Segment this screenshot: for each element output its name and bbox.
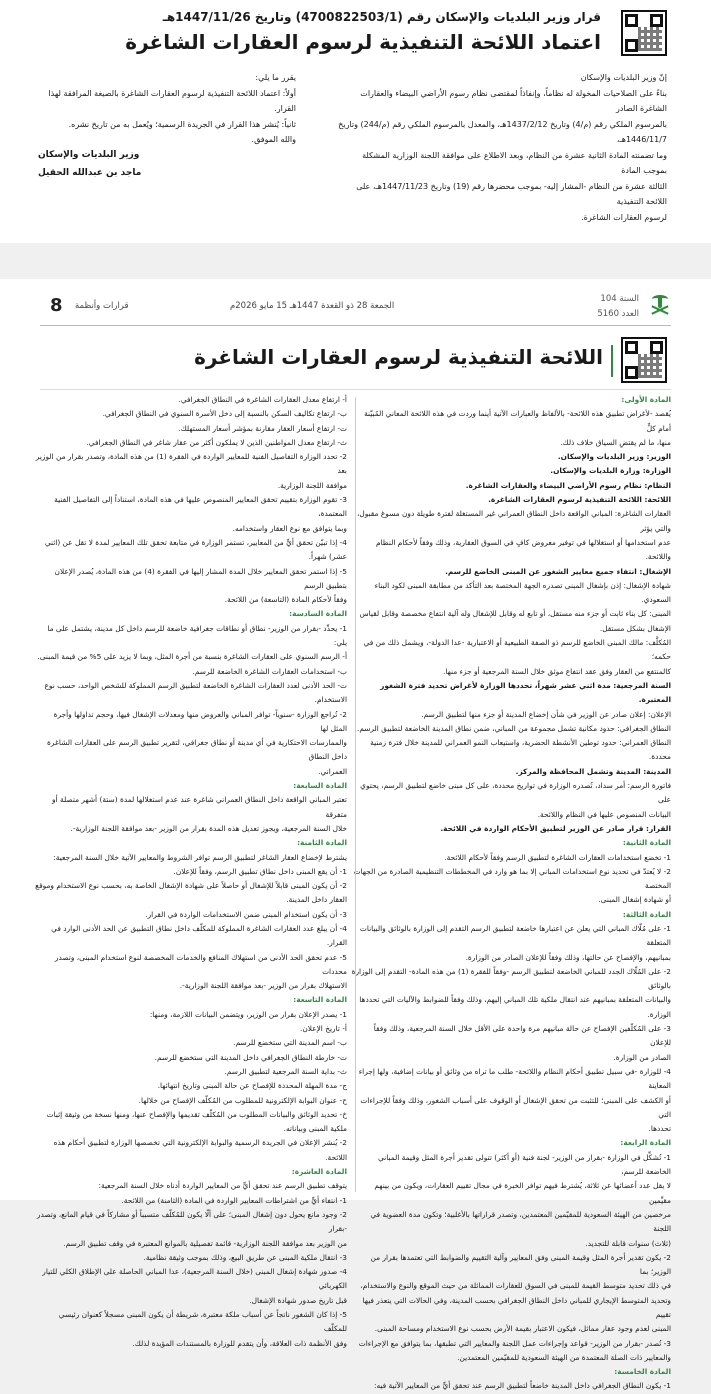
decision-page: [0, 0, 711, 243]
text-line: 4- للوزارة -في سبيل تطبيق أحكام النظام واللائحة- طلب ما تراه من وثائق أو بيانات إضافية، ولها إجراء المعاينة: [358, 1066, 671, 1091]
text-line: النطاق الجغرافي: حدود مكانية تشمل مجموعة من المباني، ضمن نطاق المدينة الخاضعة لتطبيق الرسم.: [356, 723, 671, 733]
text-line: الإشغال بشكل مستقل.: [599, 623, 671, 633]
text-line: من الوزير بعد موافقة اللجنة الوزارية- قائمة تفصيلية بالموانع المعتبرة في وقف تطبيق الرسم.: [63, 1238, 347, 1248]
text-line: أ- ارتفاع معدل العقارات الشاغرة في النطاق الجغرافي.: [178, 395, 347, 404]
text-line: النطاق العمراني: حدود توطين الأنشطة الحضرية، واستيعاب النمو العمراني للمدينة خلال فترة زمنية: [370, 738, 671, 748]
text-line: في ذلك تحديد متوسط القيمة للمبنى في السوق للعقارات المماثلة من حيث الموقع والنوع والاستخدام،: [360, 1281, 671, 1291]
text-line: 3- انتقال ملكية المبنى عن طريق البيع، وذلك بموجب وثيقة نظامية.: [143, 1252, 347, 1262]
text-line: يشترط لإخضاع العقار الشاغر لتطبيق الرسم توافر الشروط والمعايير الآتية خلال السنة المرجعية:: [53, 852, 347, 862]
regulation-page: [0, 279, 711, 1391]
text-line: 2- وجود مانع يحول دون إشغال المبنى؛ على ألّا يكون للمُكلّف متسبباً أو مشاركاً في قيام المانع، وتصدر -بقرار: [36, 1209, 347, 1234]
section-label: قرارات وأنظمة: [75, 301, 129, 311]
text-line: وما تضمنته المادة الثانية عشرة من النظام، وبعد الاطلاع على موافقة اللجنة الوزارية المشكلة بموجب المادة: [362, 150, 667, 175]
text-line: منها، ما لم يقتضِ السياق خلاف ذلك.: [560, 437, 671, 447]
text-line: البيانات المنصوص عليها في النظام واللائحة.: [537, 809, 671, 819]
text-line: ح- عنوان البوابة الإلكترونية للمطلوب من المُكلّف الإفصاح من خلالها.: [138, 1095, 347, 1105]
text-line: 2- على المُلّاك الجدد للمباني الخاضعة لتطبيق الرسم -وفقاً للفقرة (1) من هذه المادة- التقدم إلى الوزارة بالوثائق: [351, 966, 671, 991]
text-line: الاستهلاك بقرار من الوزير -بعد موافقة اللجنة الوزارية-.: [179, 981, 347, 991]
text-line: أو شهادة إشغال المبنى.: [598, 895, 671, 905]
article-heading: المادة السابعة:: [293, 781, 347, 791]
text-line: والمعايير ذات الصلة المعتمدة من الهيئة السعودية للمقيّمين المعتمدين.: [457, 1352, 671, 1362]
article-heading: المادة الرابعة:: [620, 1138, 671, 1148]
text-line: يقرر ما يلي:: [255, 73, 296, 82]
text-line: أولاً: اعتماد اللائحة التنفيذية لرسوم العقارات الشاغرة بالصيغة المرافقة لهذا القرار.: [48, 88, 296, 113]
text-line: الاستخدام.: [314, 695, 347, 705]
text-line: إنّ وزير البلديات والإسكان: [580, 73, 667, 82]
text-line: المبنى لعدم وجود عقار مماثل، فيكون الاعتبار بقيمة الأرض بحسب نوع الاستخدام ومساحة المبنى.: [374, 1324, 671, 1334]
text-line: كالمنتفع من العقار وفق عقد انتفاع موثق خلال السنة المرجعية أو جزء منها.: [442, 666, 671, 676]
text-line: وبما يتوافق مع نوع العقار واستخدامه.: [232, 523, 347, 533]
text-line: الإعلان: إعلان صادر عن الوزير في شأن إخضاع المدينة أو جزء منها لتطبيق الرسم.: [421, 709, 671, 719]
text-line: بالمرسوم الملكي رقم (م/4) وتاريخ 1437/2/12هـ، والمعدل بالمرسوم الملكي رقم (م/244) وتاريخ 1446/11/7هـ،: [338, 119, 667, 144]
text-line: 4- صدور شهادة إشغال المبنى (خلال السنة المرجعية)، عدا المباني الحاصلة على الإطلاق الكلي للتيار الكهربائي: [42, 1267, 347, 1291]
text-line: ملكية المبنى وبياناته.: [283, 1124, 347, 1134]
article-heading: المادة الثانية:: [622, 838, 671, 848]
page-number: 8: [50, 295, 63, 316]
text-line: يتوقف تطبيق الرسم عند تحقق أيٍّ من المعايير الواردة أدناه خلال السنة المرجعية:: [98, 1181, 347, 1191]
text-line: 3- على المُكلّفين الإفصاح عن حالة مبانيهم مرة واحدة على الأقل خلال السنة المرجعية، وذلك وفقاً للإعلان: [373, 1024, 671, 1048]
text-line: الصادر من الوزارة.: [613, 1052, 671, 1062]
decree-line: قرار وزير البلديات والإسكان رقم (4700822503/1) وتاريخ 1447/11/26هـ: [162, 10, 601, 24]
text-line: ثانياً: يُنشر هذا القرار في الجريدة الرسمية؛ ويُعمل به من تاريخ نشره.: [68, 119, 296, 129]
text-line: وتحديد المتوسط الإيجاري للمباني داخل النطاق الجغرافي بحسب المدينة، وفي الحالات التي يتعذر فيها تقييم: [362, 1295, 671, 1319]
text-line: السنة المرجعية: مدة اثني عشر شهراً، تحددها الوزارة لأغراض تحديد فترة الشغور المعتبرة.: [380, 680, 671, 705]
regulation-title: اللائحة التنفيذية لرسوم العقارات الشاغرة: [194, 345, 603, 369]
preamble-column: [337, 70, 667, 225]
text-line: الثالثة عشرة من النظام -المشار إليه- بموجب محضرها رقم (19) وتاريخ 1447/11/23هـ، على اللائحة التنفيذية: [356, 181, 667, 206]
text-line: فاتورة الرسم: أمر سداد، تُصدره الوزارة في تواريخ محددة، على كل مبنى خاضع لتطبيق الرسم، يحتوي على: [360, 781, 671, 805]
text-line: ث- ارتفاع معدل المواطنين الذين لا يملكون أكثر من عقار شاغر في النطاق الجغرافي.: [86, 437, 347, 447]
text-line: ب- اسم المدينة التي ستخضع للرسم.: [233, 1038, 347, 1048]
text-line: أ- الرسم السنوي على العقارات الشاغرة بنسبة من أجرة المثل، وبما لا يزيد على 5% من قيمة المبنى.: [37, 652, 347, 662]
text-line: والله الموفق.: [251, 135, 296, 144]
text-line: 3- أن يكون استخدام المبنى ضمن الاستخدامات الواردة في القرار.: [145, 909, 347, 919]
text-line: 1- انتفاء أيٍّ من اشتراطات المعايير الواردة في المادة (الثامنة) من اللائحة.: [121, 1195, 347, 1205]
qr-code-icon: [621, 337, 667, 383]
signature-title: وزير البلديات والإسكان: [38, 150, 140, 160]
decision-column: [34, 70, 296, 148]
text-line: 1- يصدر الإعلان بقرار من الوزير، ويتضمن البيانات اللازمة، ومنها:: [149, 1009, 347, 1019]
text-line: الوزير: وزير البلديات والإسكان.: [557, 452, 671, 462]
text-line: 3- تُصدر -بقرار من الوزير- قواعد وإجراءات عمل اللجنة والمعايير التي تطبقها، بما يتوافق مع الإجراءات: [358, 1338, 671, 1348]
text-line: 2- يُنشر الإعلان في الجريدة الرسمية والبوابة الإلكترونية التي تخصصها الوزارة لتطبيق أحكام هذه اللائحة.: [53, 1138, 347, 1162]
column-divider: [355, 397, 356, 1192]
text-line: 1- أن يقع المبنى داخل نطاق تطبيق الرسم، وفقاً للإعلان.: [173, 866, 347, 876]
text-line: مرخصين من الهيئة السعودية للمقيّمين المعتمدين، وتصدر قراراتها بالأغلبية؛ وتكون مدة العضوية في اللجنة: [370, 1209, 671, 1234]
text-line: أ- تاريخ الإعلان.: [300, 1024, 347, 1034]
issue-date: الجمعة 28 ذو القعدة 1447هـ 15 مايو 2026م: [230, 301, 395, 311]
text-line: تحددها.: [648, 1124, 671, 1134]
text-line: ج- مدة المهلة المحددة للإفصاح عن حالة المبنى وتاريخ انتهائها.: [157, 1081, 347, 1091]
text-line: المُكلَّف: مالك المبنى الخاضع للرسم ذو الصفة الطبيعية أو الاعتبارية -عدا الدولة-، ويشمل ذلك من في حكمه؛: [363, 638, 671, 662]
text-line: قبل تاريخ صدور شهادة الإشغال.: [249, 1295, 347, 1305]
text-line: 5- عدم تحقق الحد الأدنى من استهلاك المنافع والخدمات المخصصة لنوع استخدام المبنى، وتصدر محددات: [54, 952, 347, 976]
text-line: العقارات الشاغرة: المباني الواقعة داخل النطاق العمراني غير المستغلة لفترة طويلة دون مسوغ مقبول، والتي يؤثر: [357, 509, 671, 533]
text-line: ب- ارتفاع تكاليف السكن بالنسبة إلى دخل الأسرة السنوي في النطاق الجغرافي.: [102, 409, 347, 419]
text-line: ب- استخدامات العقارات الشاغرة الخاضعة للرسم.: [192, 666, 347, 676]
header-divider: [40, 325, 671, 326]
text-line: النظام: نظام رسوم الأراضي البيضاء والعقارات الشاغرة.: [465, 480, 671, 490]
qr-code-icon: [621, 10, 667, 56]
text-line: 2- أن يكون المبنى قابلاً للإشغال أو حاصلاً على شهادة الإشغال الخاصة به، بحسب نوع الاستخدام وموقع: [35, 881, 347, 891]
text-line: 5- إذا كان الشغور ناتجاً عن أسباب ملكة معتبرة، شريطة أن يكون المبنى مسجلاً كعنوان رئيسي للمكلّف: [58, 1310, 347, 1334]
text-line: أو الكشف على المبنى؛ للتثبت من تحقق الإشغال أو الوقوف على أسباب الشغور، وذلك وفقاً للإجراءات التي: [360, 1095, 671, 1119]
text-line: العقار داخل المدينة.: [286, 895, 347, 905]
text-line: 5- إذا استمر تحقق المعايير خلال المدة المشار إليها في الفقرة (4) من هذه المادة، يُصدر الإعلان بتطبيق الرسم: [54, 566, 347, 590]
text-line: 1- تخضع استخدامات العقارات الشاغرة لتطبيق الرسم وفقاً لأحكام اللائحة.: [444, 852, 671, 862]
text-line: القرار: قرار صادر عن الوزير لتطبيق الأحكام الواردة في اللائحة.: [440, 823, 671, 833]
text-line: 1- تُشكِّل في الوزارة -بقرار من الوزير- لجنة فنية (أو أكثر) تتولى تقدير أجرة المثل وقيمة المباني الخاضعة للرسم،: [378, 1152, 671, 1177]
article-heading: المادة الخامسة:: [614, 1367, 671, 1377]
text-line: ت- الحد الأدنى لعدد العقارات الشاغرة الخاضعة لتطبيق الرسم المملوكة للشخص الواحد، حسب نوع: [44, 680, 347, 690]
text-line: ث- بداية السنة المرجعية لتطبيق الرسم.: [224, 1066, 347, 1076]
article-heading: المادة السادسة:: [289, 609, 347, 619]
year-label: السنة 104: [600, 294, 639, 304]
text-line: تعتبر المباني الواقعة داخل النطاق العمراني شاغرة عند عدم استغلالها لمدة (ستة) أشهر متصلة أو متفرقة: [52, 795, 347, 819]
text-line: خلال السنة المرجعية، ويجوز تعديل هذه المدة بقرار من الوزير -بعد موافقة اللجنة الوزارية-.: [70, 823, 347, 833]
text-line: (ثلاث) سنوات قابلة للتجديد.: [585, 1238, 671, 1248]
text-line: يُقصد -لأغراض تطبيق هذه اللائحة- بالألفاظ والعبارات الآتية أينما وردت في هذه اللائحة المعاني المُبيّنة أمام كلٍّ: [364, 409, 671, 433]
text-line: محددة.: [648, 752, 671, 762]
saudi-emblem-icon: [649, 295, 671, 321]
article-heading: المادة التاسعة:: [293, 995, 347, 1005]
text-line: المدينة: المدينة وتشمل المحافظة والمركز.: [515, 766, 671, 776]
text-line: 2- لا يُعتدّ في تحديد نوع استخدامات المباني إلا بما هو وارد في المخططات التنظيمية الصادرة من الجهات المختصة: [353, 866, 671, 891]
text-line: 4- أن يبلغ عدد العقارات الشاغرة المملوكة للمكلّف داخل نطاق التطبيق عن الحد الأدنى الوارد في القرار.: [51, 923, 347, 948]
text-line: شهادة الإشغال: إذن بإشغال المبنى تصدره الجهة المختصة بعد التأكد من مطابقة المبنى لكود البناء السعودي.: [374, 580, 671, 605]
text-line: ت- خارطة النطاق الجغرافي داخل المدينة التي ستخضع للرسم.: [154, 1052, 347, 1062]
page-title: اعتماد اللائحة التنفيذية لرسوم العقارات الشاغرة: [125, 30, 601, 54]
text-line: بمبانيهم، والإفصاح عن حالتها، وذلك وفقاً للإعلان الصادر من الوزارة.: [465, 952, 671, 962]
signature-name: ماجد بن عبدالله الحقيل: [38, 168, 142, 178]
text-line: لا يقل عدد أعضائها عن ثلاثة، يُشترط فيهم توافر الخبرة في مجال تقييم العقارات، ويكون من بينهم مقيِّمين: [374, 1181, 671, 1205]
text-line: 1- على مُلّاك المباني التي يعلن عن اعتبارها خاضعة لتطبيق الرسم التقدم إلى الوزارة بالوثائق والبيانات المتعلقة: [359, 923, 671, 948]
title-accent-bar: [611, 345, 613, 377]
text-line: والممارسات الاحتكارية في أي مدينة أو نطاق جغرافي، لتقرير تطبيق الرسم على العقارات الشاغرة داخل النطاق: [47, 738, 347, 762]
articles-right-column: [351, 393, 671, 1394]
issue-label: العدد 5160: [597, 309, 639, 319]
text-line: العمراني.: [318, 766, 347, 776]
text-line: 2- يكون تقدير أجرة المثل وقيمة المبنى وفق المعايير وآلية التقييم والضوابط التي تعتمدها بقرار من الوزير؛ بما: [370, 1252, 671, 1277]
text-line: 3- تقوم الوزارة بتقييم تحقق المعايير المنصوص عليها في هذه المادة، استناداً إلى التفاصيل الفنية المعتمدة،: [54, 495, 347, 519]
text-line: الإشغال: انتفاء جميع معايير الشغور عن المبنى الخاضع للرسم.: [445, 566, 671, 576]
text-line: بناءً على الصلاحيات المخولة له نظاماً، وإنفاذاً لمقتضى نظام رسوم الأراضي البيضاء والعقارات الشاغرة الصادر: [360, 88, 667, 113]
text-line: وفقاً لأحكام المادة (التاسعة) من اللائحة.: [224, 595, 347, 605]
text-line: موافقة اللجنة الوزارية.: [277, 480, 347, 490]
article-heading: المادة العاشرة:: [291, 1167, 347, 1177]
text-line: وفق الأنظمة ذات العلاقة، وأن يتقدم للوزارة بالمستندات المؤيدة لذلك.: [132, 1338, 347, 1348]
text-line: اللائحة: اللائحة التنفيذية لرسوم العقارات الشاغرة.: [488, 495, 671, 505]
text-line: ت- ارتفاع أسعار العقار مقارنة بمؤشر أسعار المستهلك.: [178, 423, 347, 433]
text-line: والبيانات المتعلقة بمبانيهم عند انتقال ملكية تلك المباني إليهم، وذلك وفقاً للضوابط والآليات التي تحددها الوزارة.: [359, 995, 671, 1019]
title-divider: [40, 389, 671, 390]
text-line: 1- يكون النطاق الجغرافي داخل المدينة خاضعاً لتطبيق الرسم عند تحقق أيٍّ من المعايير الآتية فيه:: [373, 1381, 671, 1391]
text-line: المبنى: كل بناء ثابت أو جزء منه مستقل، أو تابع له وقابل للإشغال وله آلية انتفاع مخصصة وقابل لقياس: [359, 609, 671, 619]
text-line: خ- تحديد الوثائق والبيانات المطلوب من المُكلّف تقديمها والإفصاح عنها، ومنها نسخة من وثيقة إثبات: [46, 1109, 347, 1119]
article-heading: المادة الثامنة:: [297, 838, 347, 848]
text-line: عدم استخدامها أو استغلالها في توفير معروض كافٍ في السوق العقارية، وذلك وفقاً لأحكام النظام واللائحة.: [375, 537, 671, 562]
text-line: 4- إذا تبيّن تحقق أيٍّ من المعايير، تستمر الوزارة في متابعة تحقق تلك المعايير لمدة لا تقل عن (اثني عشر) شهراً.: [44, 537, 347, 562]
text-line: الوزارة: وزارة البلديات والإسكان.: [550, 466, 671, 476]
text-line: لرسوم العقارات الشاغرة.: [581, 212, 667, 222]
article-heading: المادة الأولى:: [621, 395, 671, 404]
text-line: 2- تُراجع الوزارة -سنوياً- توافر المباني والعروض منها ومعدلات الإشغال فيها، وحجم تداولها وأجرة المثل لها: [53, 709, 347, 733]
text-line: 2- تحدد الوزارة التفاصيل الفنية للمعايير الواردة في الفقرة (1) من هذه المادة، وتصدر بقرار من الوزير بعد: [35, 452, 347, 476]
articles-left-column: [35, 393, 347, 1351]
article-heading: المادة الثالثة:: [622, 909, 671, 919]
text-line: 1- يحدِّد -بقرار من الوزير- نطاق أو نطاقات جغرافية خاضعة للرسم داخل كل مدينة، يشتمل على ما يلي:: [47, 623, 347, 648]
